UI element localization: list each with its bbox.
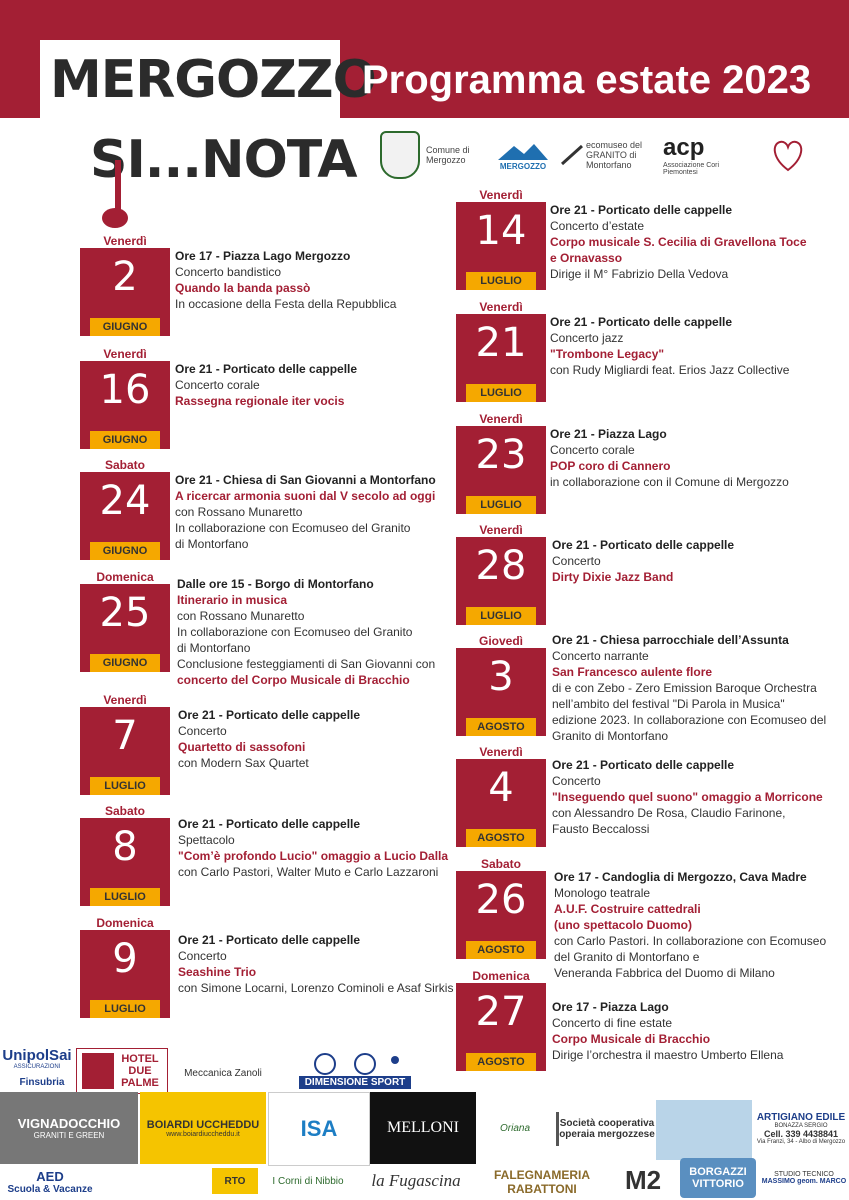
sponsor-falegnameria: FALEGNAMERIA RABATTONI <box>494 1168 590 1196</box>
event-day-number: 26 <box>475 877 527 923</box>
event-date-box <box>456 871 546 959</box>
mergozzo-si-nota-logo <box>40 40 376 240</box>
heart-icon <box>770 138 806 172</box>
event-weekday: Sabato <box>104 458 145 472</box>
event-day-number: 21 <box>475 320 527 366</box>
event-details: Ore 21 - Porticato delle cappelle Concerto jazz "Trombone Legacy" con Rudy Migliardi feat. Erios Jazz Collective <box>550 315 790 377</box>
event-weekday: Domenica <box>96 916 154 930</box>
event-day-number: 24 <box>99 478 151 524</box>
event-details: Ore 21 - Piazza Lago Concerto corale POP coro di Cannero in collaborazione con il Comune di Mergozzo <box>550 427 789 489</box>
sport-icons <box>295 1052 415 1076</box>
event-month: GIUGNO <box>90 318 160 336</box>
event-weekday: Sabato <box>480 857 521 871</box>
event-date-box <box>456 426 546 514</box>
sponsors-area <box>0 1040 849 1200</box>
event-weekday: Venerdì <box>103 693 147 707</box>
event-month: LUGLIO <box>466 272 536 290</box>
sponsor-studio: STUDIO TECNICO MASSIMO geom. MARCO <box>761 1171 847 1185</box>
event-details: Ore 21 - Porticato delle cappelle Concerto Dirty Dixie Jazz Band <box>552 538 735 584</box>
event-weekday: Venerdì <box>103 234 147 248</box>
event-date-box <box>456 759 546 847</box>
event-details: Ore 21 - Porticato delle cappelle Concerto corale Rassegna regionale iter vocis <box>175 362 358 408</box>
event-date-box <box>80 707 170 795</box>
hotel-icon <box>82 1053 114 1089</box>
event-details: Ore 17 - Piazza Lago Concerto di fine estate Corpo Musicale di Bracchio Dirige l’orchestra il maestro Umberto Ellena <box>552 1000 784 1062</box>
event-month: LUGLIO <box>466 384 536 402</box>
event-weekday: Venerdì <box>479 523 523 537</box>
event-day-number: 4 <box>488 765 514 811</box>
event-date-box <box>80 472 170 560</box>
sponsor-isa: ISA <box>268 1092 370 1166</box>
event-month: GIUGNO <box>90 654 160 672</box>
event-details: Ore 21 - Porticato delle cappelle Concerto d’estate Corpo musicale S. Cecilia di Gravellona Toce e Ornavasso Dirige il M° Fabrizio Della Vedova <box>550 203 807 281</box>
event-day-number: 7 <box>112 713 138 759</box>
sponsor-melloni: MELLONI <box>370 1092 476 1164</box>
sponsor-hotel: HOTEL DUE PALME <box>76 1048 168 1094</box>
sponsor-dimensione: DIMENSIONE SPORT <box>285 1048 425 1092</box>
event-details: Ore 21 - Chiesa parrocchiale dell’Assunta Concerto narrante San Francesco aulente flore di e con Zebo - Zero Emission Baroque Orchestra nell’ambito del festival "Di Parola in Musica" edizione 2023. In collaborazione con Ecomuseo del Granito di Montorfano <box>552 633 827 743</box>
event-details: Dalle ore 15 - Borgo di Montorfano Itinerario in musica con Rossano Munaretto In collaborazione con Ecomuseo del Granito di Montorfano Conclusione festeggiamenti di San Giovanni con concerto del Corpo Musicale di Bracchio <box>177 577 436 687</box>
event-details: Ore 17 - Candoglia di Mergozzo, Cava Madre Monologo teatrale A.U.F. Costruire cattedrali (uno spettacolo Duomo) con Carlo Pastori. In collaborazione con Ecomuseo del Granito di Montorfano e Veneranda Fabbrica del Duomo di Milano <box>554 870 827 980</box>
event-month: LUGLIO <box>466 607 536 625</box>
event-date-box <box>80 584 170 672</box>
event-day-number: 23 <box>475 432 527 478</box>
event-day-number: 9 <box>112 936 138 982</box>
event-date-box <box>456 202 546 290</box>
event-weekday: Sabato <box>104 804 145 818</box>
event-day-number: 28 <box>475 543 527 589</box>
event-month: AGOSTO <box>466 718 536 736</box>
event-date-box <box>456 648 546 736</box>
chisel-icon <box>560 144 586 166</box>
event-month: AGOSTO <box>466 829 536 847</box>
partner-ecomuseo: ecomuseo del GRANITO di Montorfano <box>560 125 660 185</box>
logo-line2: SI...NOTA <box>90 130 357 190</box>
sponsor-nibbio: I Corni di Nibbio <box>272 1175 344 1187</box>
event-day-number: 27 <box>475 989 527 1035</box>
event-day-number: 25 <box>99 590 151 636</box>
sponsor-coop: Società cooperativa operaia mergozzese <box>556 1112 655 1146</box>
sponsor-vignadocchio: VIGNADOCCHIO GRANITI E GREEN <box>0 1092 138 1164</box>
sponsor-oriana: Oriana <box>499 1122 530 1134</box>
event-weekday: Venerdì <box>479 745 523 759</box>
event-date-box <box>80 361 170 449</box>
partner-coro <box>748 125 828 185</box>
logo-line1: MERGOZZO <box>50 50 376 110</box>
event-day-number: 14 <box>475 208 527 254</box>
partner-acp: acp Associazione Cori Piemontesi <box>663 134 720 176</box>
event-date-box <box>456 537 546 625</box>
event-day-number: 16 <box>99 367 151 413</box>
sponsor-borgazzi: BORGAZZI VITTORIO <box>680 1158 756 1198</box>
event-month: LUGLIO <box>90 888 160 906</box>
event-weekday: Venerdì <box>479 300 523 314</box>
event-weekday: Giovedì <box>478 634 523 648</box>
mountain-icon <box>496 140 550 162</box>
music-note-head-icon <box>102 208 128 228</box>
event-details: Ore 21 - Porticato delle cappelle Spettacolo "Com’è profondo Lucio" omaggio a Lucio Dalla con Carlo Pastori, Walter Muto e Carlo Lazzaroni <box>178 817 449 879</box>
event-details: Ore 21 - Porticato delle cappelle Concerto Quartetto di sassofoni con Modern Sax Quartet <box>178 708 361 770</box>
page-title: Programma estate 2023 <box>362 58 812 102</box>
event-month: LUGLIO <box>466 496 536 514</box>
event-day-number: 3 <box>488 654 514 700</box>
event-month: GIUGNO <box>90 431 160 449</box>
event-date-box <box>80 248 170 336</box>
event-weekday: Venerdì <box>103 347 147 361</box>
event-details: Ore 21 - Chiesa di San Giovanni a Montorfano A ricercar armonia suoni dal V secolo ad oggi con Rossano Munaretto In collaborazione con Ecomuseo del Granito di Montorfano <box>175 473 436 551</box>
event-weekday: Domenica <box>96 570 154 584</box>
sponsor-unipol: UnipolSai ASSICURAZIONI <box>2 1046 72 1070</box>
sponsor-m2: M2 <box>624 1164 662 1195</box>
sponsor-boiardi: BOIARDI UCCHEDDU www.boiardiuccheddu.it <box>140 1092 266 1164</box>
event-weekday: Venerdì <box>479 188 523 202</box>
event-month: LUGLIO <box>90 777 160 795</box>
event-day-number: 2 <box>112 254 138 300</box>
event-month: AGOSTO <box>466 1053 536 1071</box>
comune-crest-icon <box>380 131 420 179</box>
partner-comune: Comune di Mergozzo <box>380 125 490 185</box>
sponsor-aed: AED Scuola & Vacanze <box>7 1169 93 1195</box>
sponsor-fugascina: la Fugascina <box>371 1171 461 1190</box>
event-details: Ore 17 - Piazza Lago Mergozzo Concerto bandistico Quando la banda passò In occasione della Festa della Repubblica <box>175 249 397 311</box>
event-weekday: Domenica <box>472 969 530 983</box>
sponsor-picchio <box>656 1100 752 1160</box>
event-date-box <box>80 818 170 906</box>
event-date-box <box>456 314 546 402</box>
partner-mergozzo: MERGOZZO <box>493 125 553 185</box>
sponsor-meccanica: Meccanica Zanoli <box>184 1067 262 1079</box>
event-month: LUGLIO <box>90 1000 160 1018</box>
sponsor-finsubria: Finsubria <box>19 1076 65 1088</box>
sponsor-artigiano: ARTIGIANO EDILE BONAZZA SERGIO Cell. 339 4438841 Via Franzi, 34 - Albo di Mergozzo <box>756 1111 846 1145</box>
event-details: Ore 21 - Porticato delle cappelle Concerto Seashine Trio con Simone Locarni, Lorenzo Cominoli e Asaf Sirkis <box>178 933 454 995</box>
event-weekday: Venerdì <box>479 412 523 426</box>
event-date-box <box>80 930 170 1018</box>
event-month: AGOSTO <box>466 941 536 959</box>
event-month: GIUGNO <box>90 542 160 560</box>
event-details: Ore 21 - Porticato delle cappelle Concerto "Inseguendo quel suono" omaggio a Morricone con Alessandro De Rosa, Claudio Farinone, Fausto Beccalossi <box>552 758 823 836</box>
sponsor-rto: RTO <box>212 1168 258 1194</box>
event-day-number: 8 <box>112 824 138 870</box>
